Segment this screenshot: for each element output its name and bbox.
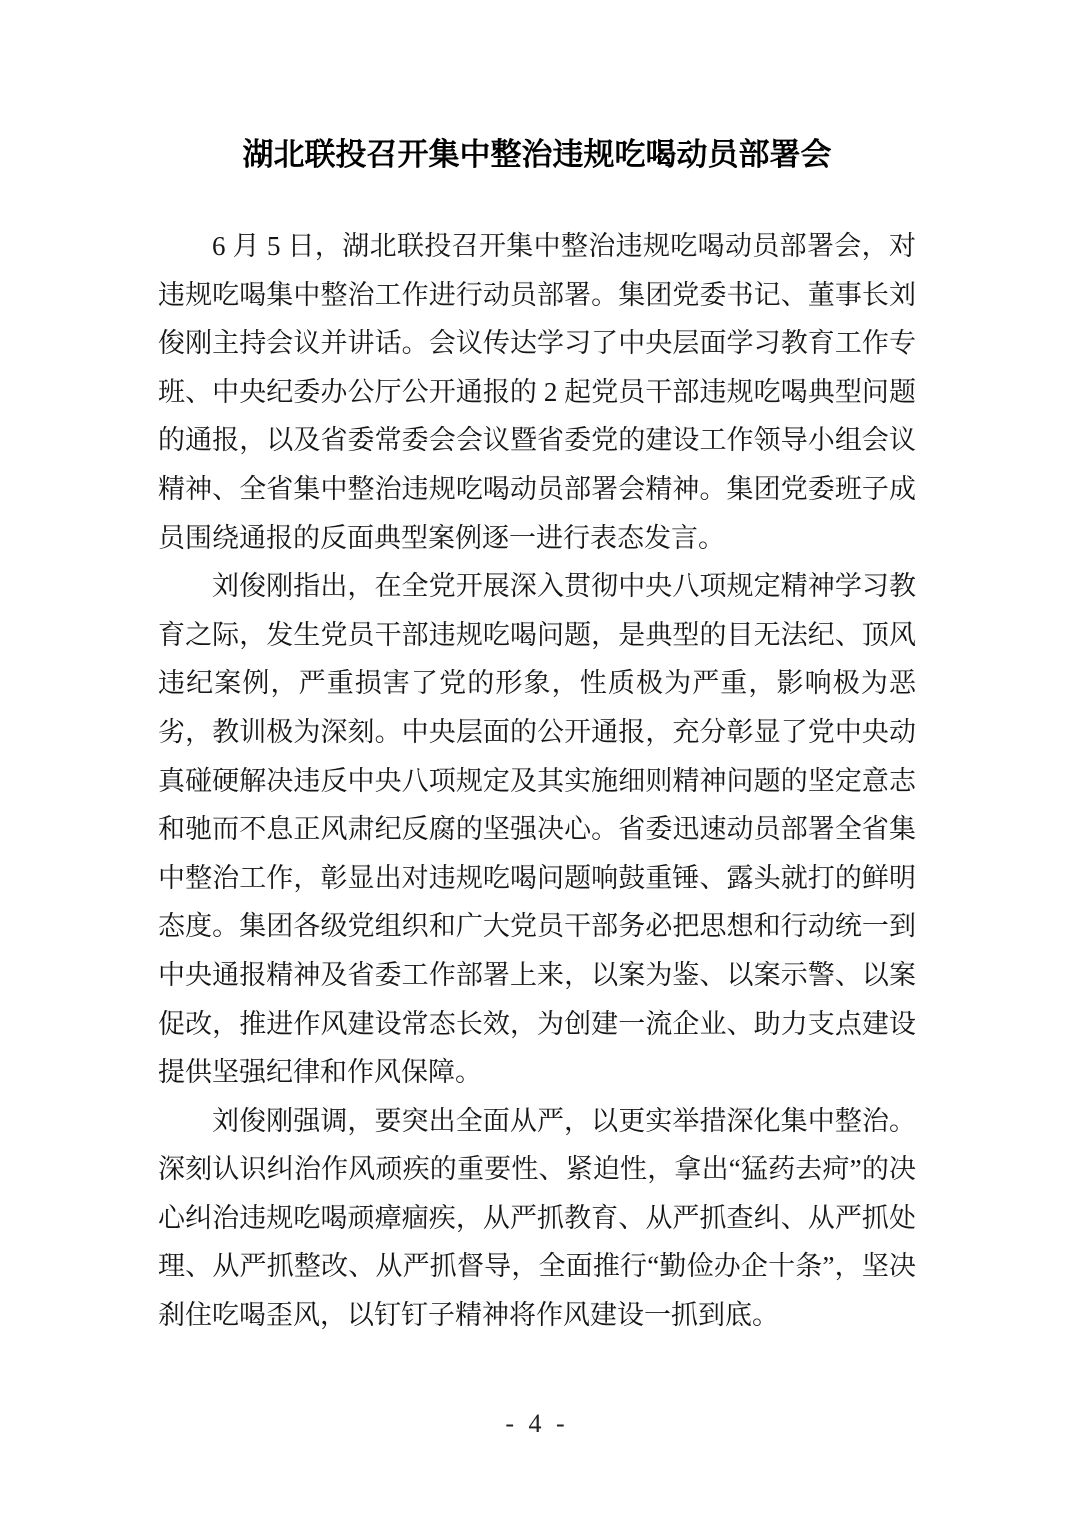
paragraph-2: 刘俊刚指出，在全党开展深入贯彻中央八项规定精神学习教育之际，发生党员干部违规吃喝问题，是典型的目无法纪、顶风违纪案例，严重损害了党的形象，性质极为严重，影响极为恶劣，教训极为深刻。中央层面的公开通报，充分彰显了党中央动真碰硬解决违反中央八项规定及其实施细则精神问题的坚定意志和驰而不息正风肃纪反腐的坚强决心。省委迅速动员部署全省集中整治工作，彰显出对违规吃喝问题响鼓重锤、露头就打的鲜明态度。集团各级党组织和广大党员干部务必把思想和行动统一到中央通报精神及省委工作部署上来，以案为鉴、以案示警、以案促改，推进作风建设常态长效，为创建一流企业、助力支点建设提供坚强纪律和作风保障。 bbox=[158, 571, 916, 1088]
document-title: 湖北联投召开集中整治违规吃喝动员部署会 bbox=[242, 137, 832, 172]
paragraph-3: 刘俊刚强调，要突出全面从严，以更实举措深化集中整治。深刻认识纠治作风顽疾的重要性、紧迫性，拿出“猛药去疴”的决心纠治违规吃喝顽瘴痼疾，从严抓教育、从严抓查纠、从严抓处理、从严抓整改、从严抓督导，全面推行“勤俭办企十条”，坚决刹住吃喝歪风，以钉钉子精神将作风建设一抓到底。 bbox=[158, 1105, 916, 1331]
document-body bbox=[158, 222, 916, 1340]
paragraph-1: 6 月 5 日，湖北联投召开集中整治违规吃喝动员部署会，对违规吃喝集中整治工作进行动员部署。集团党委书记、董事长刘俊刚主持会议并讲话。会议传达学习了中央层面学习教育工作专班、中央纪委办公厅公开通报的 2 起党员干部违规吃喝典型问题的通报，以及省委常委会会议暨省委党的建设工作领导小组会议精神、全省集中整治违规吃喝动员部署会精神。集团党委班子成员围绕通报的反面典型案例逐一进行表态发言。 bbox=[158, 231, 916, 553]
page-number: - 4 - bbox=[505, 1409, 569, 1438]
